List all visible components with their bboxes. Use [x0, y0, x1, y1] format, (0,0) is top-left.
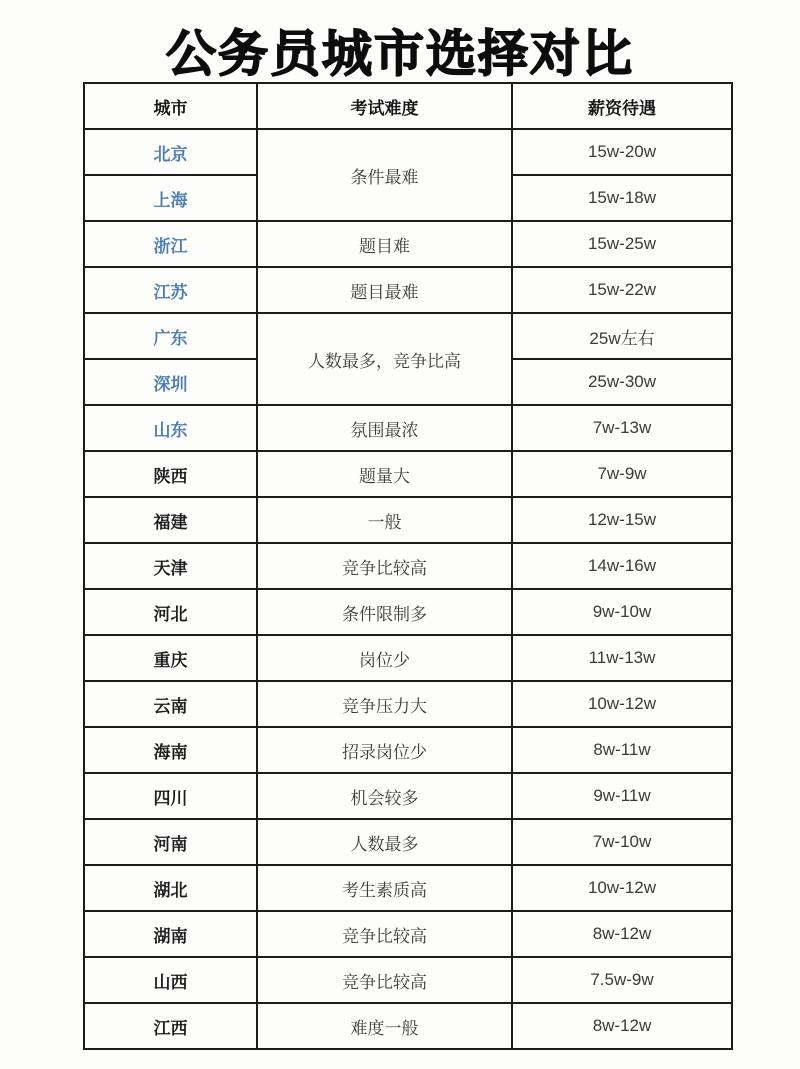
difficulty-cell: 难度一般 [257, 1003, 512, 1049]
salary-cell: 9w-10w [512, 589, 732, 635]
difficulty-cell: 岗位少 [257, 635, 512, 681]
header-row [84, 83, 732, 129]
difficulty-cell: 题目难 [257, 221, 512, 267]
table-row [84, 911, 732, 957]
city-cell: 上海 [84, 175, 257, 221]
city-cell: 湖北 [84, 865, 257, 911]
city-cell: 河南 [84, 819, 257, 865]
salary-cell: 10w-12w [512, 681, 732, 727]
difficulty-cell: 题量大 [257, 451, 512, 497]
salary-cell: 15w-18w [512, 175, 732, 221]
table-row [84, 313, 732, 359]
difficulty-cell: 题目最难 [257, 267, 512, 313]
city-cell: 山西 [84, 957, 257, 1003]
city-comparison-table [83, 82, 733, 1050]
table-row [84, 773, 732, 819]
difficulty-cell: 竞争压力大 [257, 681, 512, 727]
salary-cell: 7w-13w [512, 405, 732, 451]
difficulty-cell: 机会较多 [257, 773, 512, 819]
city-cell: 深圳 [84, 359, 257, 405]
table-row [84, 681, 732, 727]
table-row [84, 129, 732, 175]
table-row [84, 497, 732, 543]
table-body [84, 129, 732, 1049]
difficulty-cell: 考生素质高 [257, 865, 512, 911]
table-row [84, 865, 732, 911]
city-cell: 江西 [84, 1003, 257, 1049]
page-title: 公务员城市选择对比 [166, 26, 634, 82]
city-cell: 河北 [84, 589, 257, 635]
city-cell: 陕西 [84, 451, 257, 497]
salary-cell: 11w-13w [512, 635, 732, 681]
city-cell: 四川 [84, 773, 257, 819]
salary-cell: 15w-22w [512, 267, 732, 313]
table-row [84, 543, 732, 589]
city-cell: 北京 [84, 129, 257, 175]
salary-cell: 7.5w-9w [512, 957, 732, 1003]
salary-cell: 8w-11w [512, 727, 732, 773]
city-cell: 天津 [84, 543, 257, 589]
table-row [84, 221, 732, 267]
salary-cell: 25w左右 [512, 313, 732, 359]
salary-cell: 7w-9w [512, 451, 732, 497]
difficulty-cell: 条件最难 [257, 129, 512, 221]
salary-cell: 10w-12w [512, 865, 732, 911]
table-row [84, 267, 732, 313]
difficulty-cell: 招录岗位少 [257, 727, 512, 773]
city-cell: 福建 [84, 497, 257, 543]
salary-cell: 7w-10w [512, 819, 732, 865]
city-cell: 海南 [84, 727, 257, 773]
salary-cell: 12w-15w [512, 497, 732, 543]
city-cell: 重庆 [84, 635, 257, 681]
city-cell: 云南 [84, 681, 257, 727]
table-header [84, 83, 732, 129]
salary-cell: 8w-12w [512, 911, 732, 957]
salary-cell: 25w-30w [512, 359, 732, 405]
header-salary: 薪资待遇 [512, 83, 732, 129]
header-difficulty: 考试难度 [257, 83, 512, 129]
table-row [84, 589, 732, 635]
salary-cell: 15w-25w [512, 221, 732, 267]
table-row [84, 957, 732, 1003]
table-row [84, 405, 732, 451]
city-cell: 江苏 [84, 267, 257, 313]
table-row [84, 1003, 732, 1049]
difficulty-cell: 竞争比较高 [257, 543, 512, 589]
difficulty-cell: 竞争比较高 [257, 957, 512, 1003]
city-cell: 湖南 [84, 911, 257, 957]
difficulty-cell: 氛围最浓 [257, 405, 512, 451]
city-cell: 浙江 [84, 221, 257, 267]
city-cell: 山东 [84, 405, 257, 451]
table-row [84, 451, 732, 497]
table-row [84, 819, 732, 865]
city-cell: 广东 [84, 313, 257, 359]
difficulty-cell: 人数最多，竞争比高 [257, 313, 512, 405]
difficulty-cell: 人数最多 [257, 819, 512, 865]
salary-cell: 8w-12w [512, 1003, 732, 1049]
difficulty-cell: 一般 [257, 497, 512, 543]
table-row [84, 635, 732, 681]
header-city: 城市 [84, 83, 257, 129]
difficulty-cell: 条件限制多 [257, 589, 512, 635]
salary-cell: 9w-11w [512, 773, 732, 819]
table-row [84, 727, 732, 773]
salary-cell: 15w-20w [512, 129, 732, 175]
salary-cell: 14w-16w [512, 543, 732, 589]
difficulty-cell: 竞争比较高 [257, 911, 512, 957]
